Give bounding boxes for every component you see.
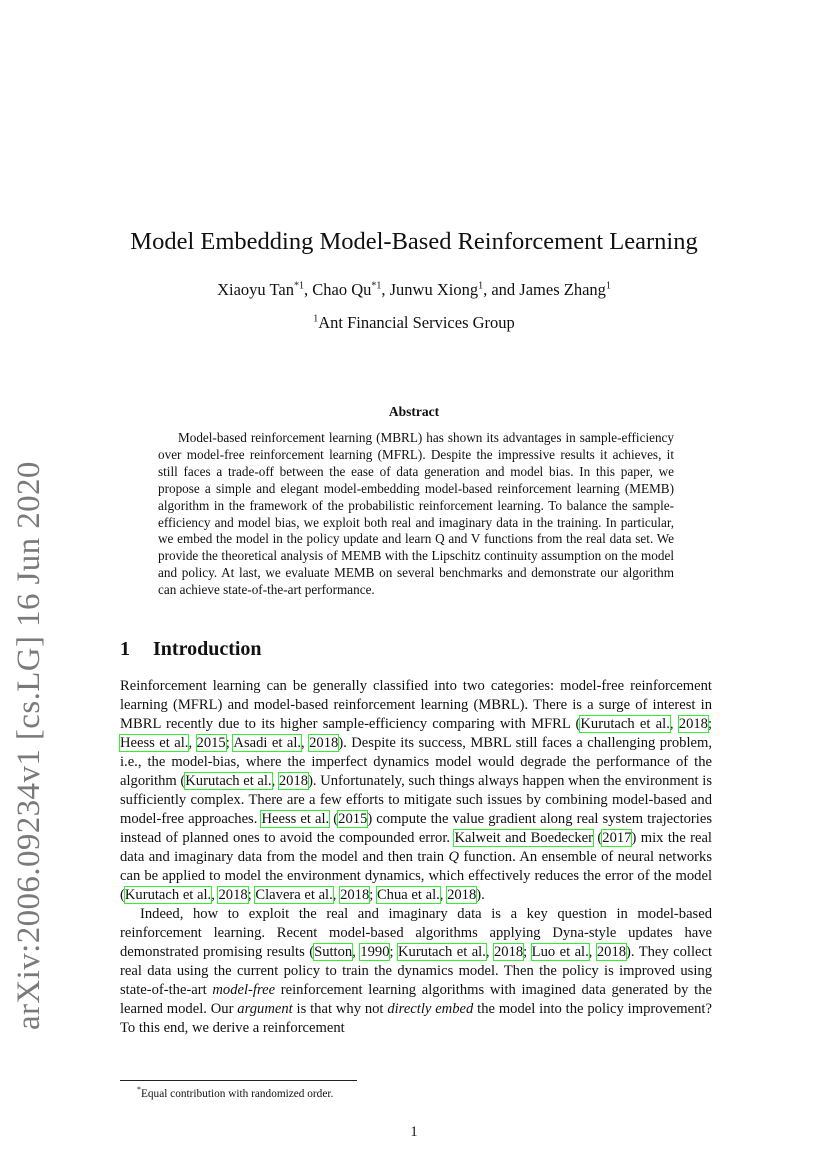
text: ( [329,811,339,827]
text: , [588,944,597,960]
affiliation-mark: 1 [313,313,319,325]
author-mark: *1 [294,280,304,292]
emphasis: directly embed [387,1001,474,1017]
citation-link[interactable]: 2018 [493,944,524,960]
author-name: James Zhang [519,280,606,299]
text: , [188,735,197,751]
footnote-divider [120,1080,357,1081]
section-heading [120,638,262,661]
footnote-mark: * [137,1085,141,1094]
citation-link[interactable]: 2015 [196,735,226,751]
citation-link[interactable]: Chua et al. [376,887,440,903]
citation-link[interactable]: Asadi et al. [233,735,302,751]
citation-link[interactable]: Kurutach et al. [580,716,670,732]
citation-link[interactable]: 2015 [338,811,368,827]
text: , [271,773,279,789]
introduction-body [120,677,712,1038]
author-mark: 1 [605,280,611,292]
emphasis: model-free [212,982,276,998]
citation-link[interactable]: Luo et al. [531,944,589,960]
citation-link[interactable]: Kurutach et al. [124,887,212,903]
author-name: Xiaoyu Tan [217,280,294,299]
author-mark: *1 [371,280,382,292]
text: ). [476,887,485,903]
text: the model into the policy improvement? To this end, we derive a reinforcement [120,1001,712,1036]
text: is that why not [292,1001,388,1017]
math-symbol: Q [448,849,460,865]
text: ; [707,716,713,732]
text: ; [523,944,532,960]
text: , [352,944,361,960]
text: , [211,887,219,903]
citation-link[interactable]: Heess et al. [120,735,189,751]
citation-link[interactable]: 2018 [340,887,370,903]
footnote [137,1085,717,1100]
text: , [669,716,679,732]
citation-link[interactable]: Heess et al. [261,811,330,827]
citation-link[interactable]: Kurutach et al. [185,773,272,789]
author-separator: , and [483,280,520,299]
text: function. An ensemble of neural networks can be applied to model the environment dynamics, which effectively reduces the error of the model ( [120,849,713,903]
arxiv-identifier: arXiv:2006.09234v1 [cs.LG] 16 Jun 2020 [11,461,47,1030]
text: ). They collect real data using the current policy to train the dynamics model. Then the policy is improved using state-of-the-art [120,944,713,998]
citation-link[interactable]: Kalweit and Boedecker [454,830,593,846]
text: ; [225,735,234,751]
text: , [301,735,310,751]
citation-link[interactable]: 2018 [309,735,339,751]
author-name: Chao Qu [312,280,372,299]
text: reinforcement learning algorithms with imagined data generated by the learned model. Our [120,982,712,1017]
affiliation-name: Ant Financial Services Group [318,313,515,332]
text: ) compute the value gradient along real system trajectories instead of planned ones to avoid the compounded error. [120,811,713,846]
text: , [485,944,494,960]
text: Indeed, how to exploit the real and imaginary data is a key question in model-based reinforcement learning. Recent model-based algorithms applying Dyna-style updates have demonstrated promising results ( [120,906,712,960]
citation-link[interactable]: 2018 [678,716,708,732]
author-mark: 1 [478,280,484,292]
section-title: Introduction [153,638,262,660]
abstract-heading: Abstract [388,404,440,419]
text: , [439,887,448,903]
emphasis: argument [237,1001,293,1017]
text: Reinforcement learning can be generally classified into two categories: model-free reinforcement learning (MFRL) and model-based reinforcement learning (MBRL). There is a surge of interest in MBRL recently due to its higher sample-efficiency comparing with MFRL ( [120,678,712,732]
citation-link[interactable]: 2018 [218,887,248,903]
text: , [332,887,341,903]
author-separator: , [381,280,390,299]
text: ; [369,887,377,903]
citation-link[interactable]: 2018 [278,773,309,789]
citation-link[interactable]: 2018 [596,944,627,960]
author-name: Junwu Xiong [389,280,479,299]
text: ) mix the real data and imaginary data from the model and then train [120,830,712,865]
text: ). Unfortunately, such things always happen when the environment is sufficiently complex. There are a few efforts to mitigate such issues by combining model-based and model-free approaches. [120,773,712,827]
citation-link[interactable]: 1990 [360,944,390,960]
text: ; [389,944,398,960]
page-number: 1 [410,1124,418,1140]
author-list [0,280,828,300]
citation-link[interactable]: Clavera et al. [255,887,333,903]
footnote-text: Equal contribution with randomized order. [141,1087,334,1100]
citation-link[interactable]: 2018 [447,887,477,903]
citation-link[interactable]: Sutton [314,944,353,960]
citation-link[interactable]: Kurutach et al. [397,944,486,960]
affiliation [0,313,828,333]
text: ( [592,830,603,846]
citation-link[interactable]: 2017 [602,830,632,846]
intro-paragraph-2 [120,905,712,1038]
paper-title: Model Embedding Model-Based Reinforcement Learning [130,228,698,255]
intro-paragraph-1 [120,677,712,905]
section-number: 1 [120,638,130,660]
text: ; [247,887,256,903]
author-separator: , [304,280,313,299]
text: ). Despite its success, MBRL still faces a challenging problem, i.e., the model-bias, where the imperfect dynamics model would degrade the performance of the algorithm ( [120,735,713,789]
abstract-text: Model-based reinforcement learning (MBRL) has shown its advantages in sample-efficiency over model-free reinforcement learning (MFRL). Despite the impressive results it achieves, it still faces a trade-off between the ease of data generation and model bias. In this paper, we propose a simple and elegant model-embedding model-based reinforcement learning (MEMB) algorithm in the framework of the probabilistic reinforcement learning. To balance the sample-efficiency and model bias, we exploit both real and imaginary data in the training. In particular, we embed the model in the policy update and learn Q and V functions from the real data set. We provide the theoretical analysis of MEMB with the Lipschitz continuity assumption on the model and policy. At last, we evaluate MEMB on several benchmarks and demonstrate our algorithm can achieve state-of-the-art performance. [158,430,674,598]
